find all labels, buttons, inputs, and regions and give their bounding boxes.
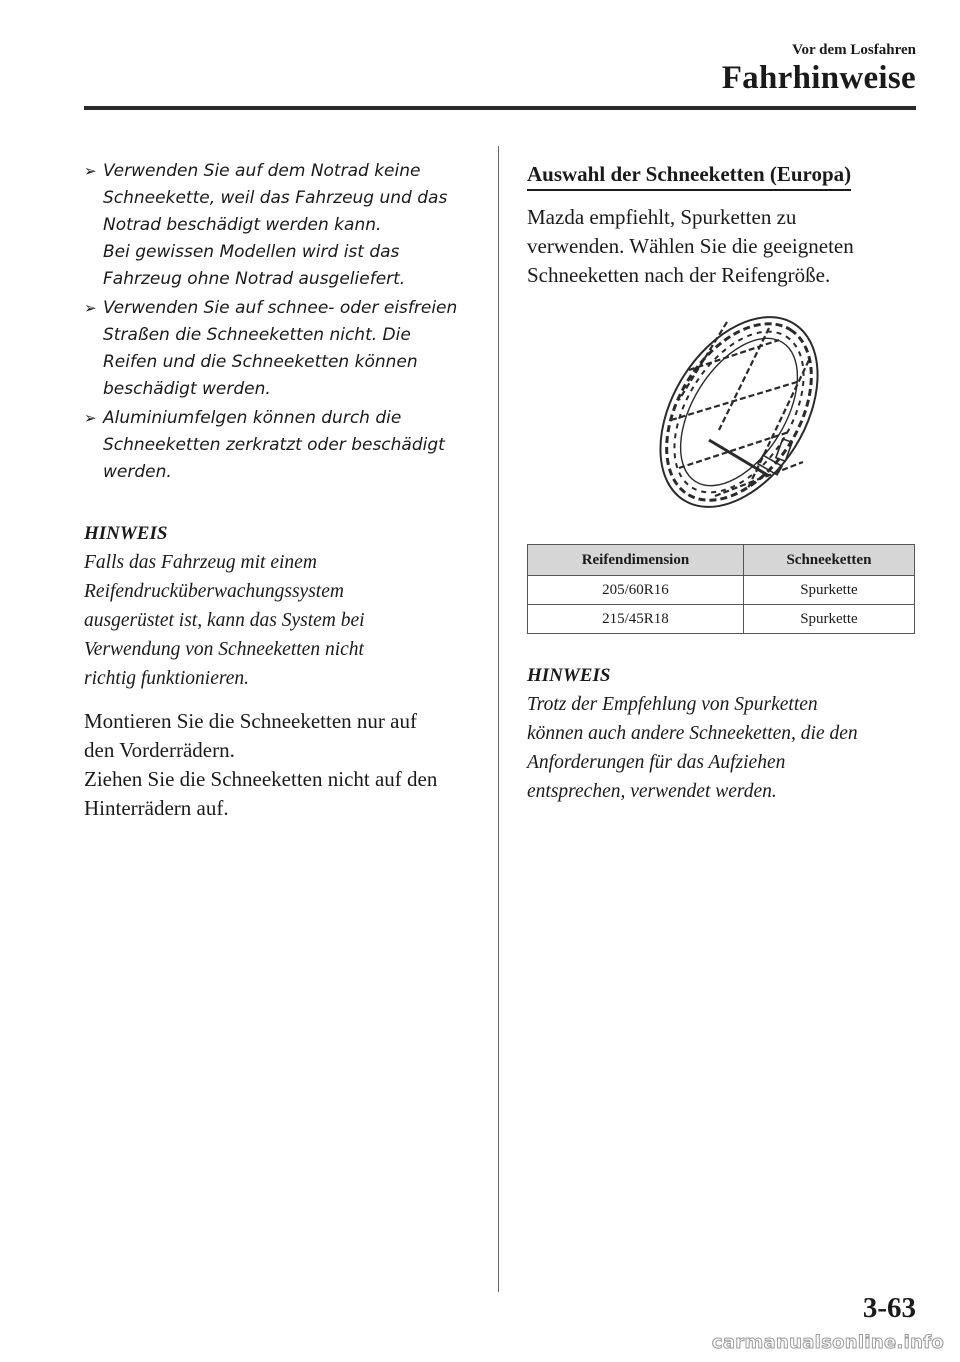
table-cell: 215/45R18 [528, 605, 744, 634]
table-cell: 205/60R16 [528, 576, 744, 605]
note-text [527, 690, 917, 806]
column-header: Schneeketten [743, 545, 914, 576]
paragraph-line: Montieren Sie die Schneeketten nur auf [84, 709, 417, 733]
list-item [84, 405, 476, 486]
paragraph-line: Hinterrädern auf. [84, 796, 229, 820]
note-line: ausgerüstet ist, kann das System bei [84, 610, 365, 631]
list-item [84, 158, 476, 293]
section-heading: Auswahl der Schneeketten (Europa) [527, 160, 851, 191]
paragraph-line: den Vorderrädern. [84, 738, 235, 762]
recommendation-paragraph [527, 203, 917, 290]
bullet-line: Verwenden Sie auf schnee- oder eisfreien [103, 298, 458, 318]
note-text [84, 548, 476, 693]
note-line: Verwendung von Schneeketten nicht [84, 639, 364, 660]
paragraph-line: Mazda empfiehlt, Spurketten zu [527, 205, 797, 229]
arrow-right-icon: ➢ [84, 299, 97, 317]
arrow-right-icon: ➢ [84, 162, 97, 180]
bullet-line: Reifen und die Schneeketten können [103, 352, 418, 372]
mounting-paragraph [84, 707, 476, 823]
table-cell: Spurkette [743, 576, 914, 605]
note-title: HINWEIS [84, 523, 168, 544]
bullet-line: Schneekette, weil das Fahrzeug und das [103, 188, 448, 208]
column-header: Reifendimension [528, 545, 744, 576]
bullet-line: beschädigt werden. [103, 379, 271, 399]
paragraph-line: Schneeketten nach der Reifengröße. [527, 263, 831, 287]
bullet-line: Aluminiumfelgen können durch die [103, 408, 402, 428]
right-column [527, 158, 917, 806]
bullet-line: Notrad beschädigt werden kann. [103, 215, 382, 235]
header-rule [84, 106, 916, 110]
note-line: entsprechen, verwendet werden. [527, 781, 777, 802]
paragraph-line: verwenden. Wählen Sie die geeigneten [527, 234, 854, 258]
column-divider [498, 146, 499, 1292]
bullet-line: Bei gewissen Modellen wird ist das [103, 242, 400, 262]
note-line: richtig funktionieren. [84, 668, 249, 689]
bullet-line: Verwenden Sie auf dem Notrad keine [103, 161, 421, 181]
snow-chain-illustration [619, 300, 859, 520]
tire-chain-table [527, 544, 915, 634]
bullet-line: Straßen die Schneeketten nicht. Die [103, 325, 411, 345]
note-line: Anforderungen für das Aufziehen [527, 752, 786, 773]
table-cell: Spurkette [743, 605, 914, 634]
left-column [84, 158, 476, 823]
note-line: Reifendrucküberwachungssystem [84, 581, 344, 602]
note-line: können auch andere Schneeketten, die den [527, 723, 858, 744]
watermark-link[interactable]: carmanualsonline.info [711, 1332, 944, 1353]
note-title: HINWEIS [527, 665, 611, 686]
bullet-line: Fahrzeug ohne Notrad ausgeliefert. [103, 269, 406, 289]
bullet-line: Schneeketten zerkratzt oder beschädigt [103, 435, 445, 455]
table-row [528, 605, 915, 634]
arrow-right-icon: ➢ [84, 409, 97, 427]
note-line: Trotz der Empfehlung von Spurketten [527, 694, 818, 715]
table-header-row [528, 545, 915, 576]
note-line: Falls das Fahrzeug mit einem [84, 552, 317, 573]
section-title: Vor dem Losfahren [792, 42, 916, 58]
page-number: 3-63 [862, 1292, 916, 1324]
paragraph-line: Ziehen Sie die Schneeketten nicht auf den [84, 767, 438, 791]
chapter-title: Fahrhinweise [721, 60, 916, 96]
bullet-line: werden. [103, 462, 172, 482]
caution-list [84, 158, 476, 486]
list-item [84, 295, 476, 403]
table-row [528, 576, 915, 605]
